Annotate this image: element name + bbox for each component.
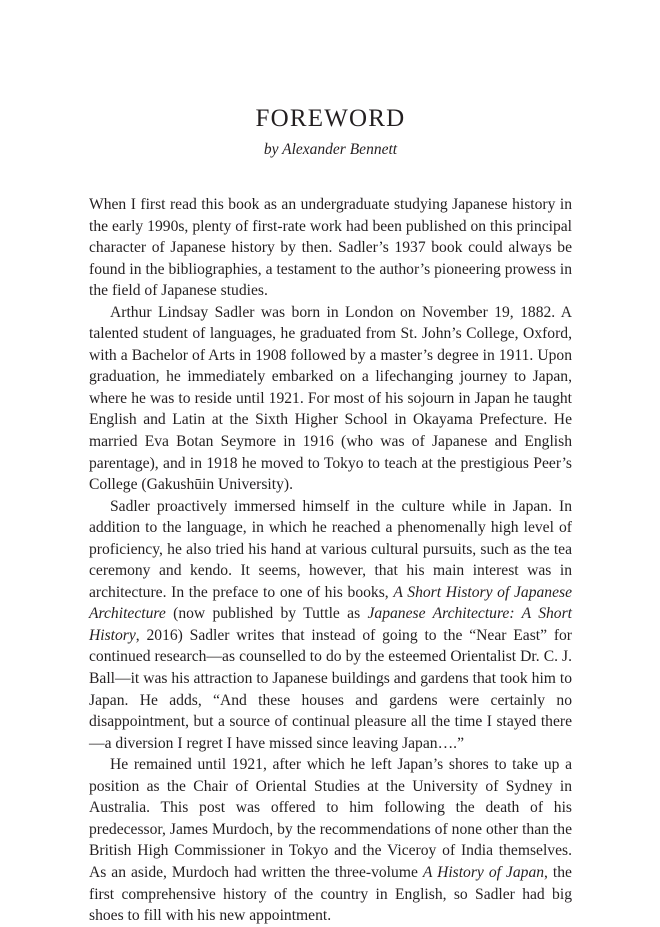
text-segment: Sadler proactively immersed himself in the culture while in Japan. In addition to the language, in which he reached a phenomenally high level of proficiency, he also tried his hand at various cultural pursuits, such as the tea ceremony and kendo. It seems, however, that his main interest was in architecture. In the preface to one of his books,: [89, 497, 572, 601]
book-title: A Short History of Japanese Architecture: [89, 583, 573, 623]
text-segment: , 2016) Sadler writes that instead of going to the “Near East” for continued research—as counselled to do by the esteemed Orientalist Dr. C. J. Ball—it was his attraction to Japanese buildings and gardens that took him to Japan. He adds, “And these houses and gardens were certainly no disappointment, but a source of continual pleasure all the time I stayed there—a diversion I regret I have missed since leaving Japan….”: [89, 626, 572, 752]
text-segment: Arthur Lindsay Sadler was born in London on November 19, 1882. A talented student of languages, he graduated from St. John’s College, Oxford, with a Bachelor of Arts in 1908 followed by a master’s degree in 1911. Upon graduation, he immediately embarked on a lifechanging journey to Japan, where he was to reside until 1921. For most of his sojourn in Japan he taught English and Latin at the Sixth Higher School in Okayama Prefecture. He married Eva Botan Seymore in 1916 (who was of Japanese and English parentage), and in 1918 he moved to Tokyo to teach at the prestigious Peer’s College (Gakushūin University).: [89, 303, 572, 494]
author-byline: by Alexander Bennett: [263, 141, 398, 158]
paragraph-1: [89, 194, 572, 302]
paragraph-2: [89, 302, 572, 496]
book-title: A History of Japan: [422, 863, 545, 881]
text-segment: , the first comprehensive history of the country in English, so Sadler had big shoes to fill with his new appointment.: [89, 863, 572, 925]
body-text: [89, 194, 572, 927]
text-segment: He remained until 1921, after which he left Japan’s shores to take up a position as the Chair of Oriental Studies at the University of Sydney in Australia. This post was offered to him following the death of his predecessor, James Murdoch, by the recommendations of none other than the British High Commissioner in Tokyo and the Viceroy of India themselves. As an aside, Murdoch had written the three-volume: [89, 756, 572, 881]
text-segment: When I first read this book as an undergraduate studying Japanese history in the early 1990s, plenty of first-rate work had been published on this principal character of Japanese history by then. Sadler’s 1937 book could always be found in the bibliographies, a testament to the author’s pioneering prowess in the field of Japanese studies.: [89, 196, 572, 300]
foreword-page: [89, 104, 572, 927]
page-title: FOREWORD: [255, 105, 406, 132]
text-segment: (now published by Tuttle as: [165, 605, 368, 623]
book-title: Japanese Architecture: A Short History: [89, 605, 572, 644]
paragraph-4: [89, 754, 572, 926]
paragraph-3: [89, 496, 572, 755]
